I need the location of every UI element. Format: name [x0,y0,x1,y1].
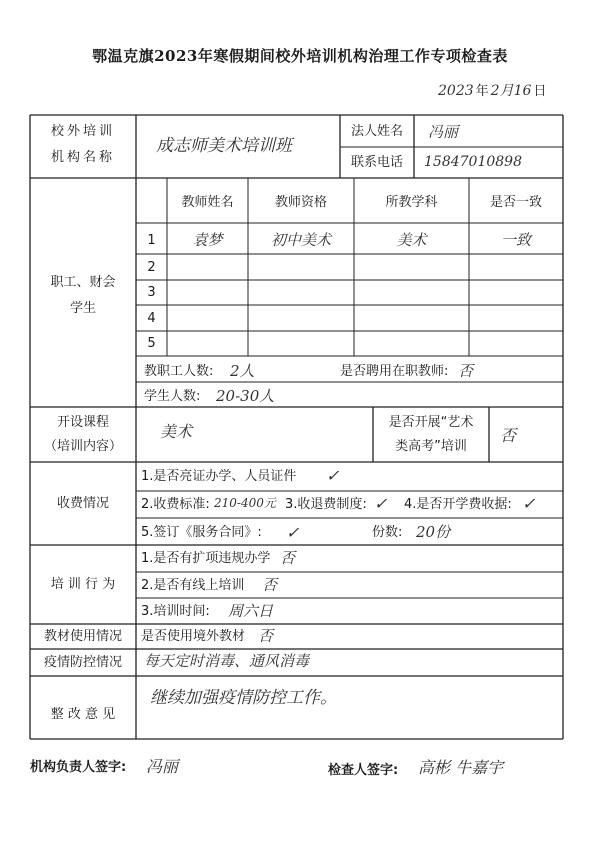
epidemic-label: 疫情防控情况 [43,655,122,670]
row-number: 1 [147,233,156,248]
date-year-suffix: 年 [475,84,489,99]
rectification-value: 继续加强疫情防控工作。 [150,688,337,708]
institution-signature-label: 机构负责人签字: [30,760,127,775]
teacher-name: 袁梦 [192,231,223,249]
header-subject: 所教学科 [385,195,438,210]
institution-name: 成志师美术培训班 [156,136,292,156]
courses-label-line2: （培训内容） [43,439,122,454]
date-year: 2023 [438,83,474,99]
art-exam-value: 否 [500,426,517,445]
behavior-item1-value: 否 [280,549,296,567]
fees-copies-label: 份数: [372,525,403,540]
hired-teachers: 否 [458,362,474,380]
legal-rep-name: 冯丽 [428,123,459,141]
staff-label-line2: 学生 [69,301,96,316]
art-exam-label-line1: 是否开展“艺术 [388,415,474,430]
fees-item5-label: 5.签订《服务合同》: [141,525,262,540]
row-number: 5 [147,336,156,351]
materials-value: 否 [258,627,274,645]
fees-item2-label: 2.收费标准: [141,497,210,512]
legal-rep-label: 法人姓名 [350,124,403,139]
behavior-item1: 1.是否有扩项违规办学 [141,551,271,566]
teacher-subject: 美术 [396,231,427,249]
inspector-signature: 高彬 牛嘉宇 [418,758,504,777]
contact-phone: 15847010898 [424,154,522,170]
contact-phone-label: 联系电话 [350,155,403,170]
student-count-label: 学生人数: [144,389,201,404]
fees-item4-mark: ✓ [522,494,536,513]
behavior-item3-value: 周六日 [228,602,274,620]
institution-signature: 冯丽 [146,757,179,776]
inspector-signature-label: 检查人签字: [328,763,399,778]
staff-count: 2人 [230,362,255,380]
rectification-label: 整 改 意 见 [50,707,116,722]
staff-label-line1: 职工、财会 [50,275,116,290]
page-title: 鄂温克旗2023年寒假期间校外培训机构治理工作专项检查表 [92,47,508,65]
institution-label-line1: 校外培训 [50,124,115,139]
behavior-item2: 2.是否有线上培训 [141,578,245,593]
student-count: 20-30人 [216,387,275,405]
row-number: 3 [147,285,156,300]
institution-label-line2: 机构名称 [50,150,115,165]
fees-item3-label: 3.收退费制度: [285,497,367,512]
fees-item3-mark: ✓ [374,494,388,513]
header-consistent: 是否一致 [489,195,542,210]
hired-teachers-label: 是否聘用在职教师: [340,364,449,379]
fees-item1-mark: ✓ [326,466,340,485]
fees-item5-mark: ✓ [286,523,300,542]
epidemic-value: 每天定时消毒、通风消毒 [144,652,310,670]
teacher-qualification: 初中美术 [270,231,331,249]
date-month-day: 2月16 [490,83,532,99]
header-teacher-name: 教师姓名 [181,195,234,210]
fees-item1: 1.是否亮证办学、人员证件 [141,469,297,484]
row-number: 2 [147,260,156,275]
behavior-item2-value: 否 [262,576,278,594]
art-exam-label-line2: 类高考”培训 [395,439,467,454]
header-teacher-qualification: 教师资格 [274,195,327,210]
materials-label: 教材使用情况 [43,629,122,644]
date-day-suffix: 日 [533,84,547,99]
row-number: 4 [147,311,156,326]
inspection-date [438,80,548,100]
fees-item2-value: 210-400元 [214,496,276,510]
behavior-label: 培 训 行 为 [50,577,116,592]
courses-value: 美术 [160,422,193,441]
fees-item4-label: 4.是否开学费收据: [404,497,512,512]
fees-copies-value: 20份 [416,523,451,541]
courses-label-line1: 开设课程 [56,415,109,430]
fees-label: 收费情况 [56,496,109,511]
behavior-item3: 3.培训时间: [141,604,210,619]
materials-question: 是否使用境外教材 [141,629,246,644]
staff-count-label: 教职工人数: [144,364,214,379]
teacher-consistent: 一致 [500,231,531,249]
